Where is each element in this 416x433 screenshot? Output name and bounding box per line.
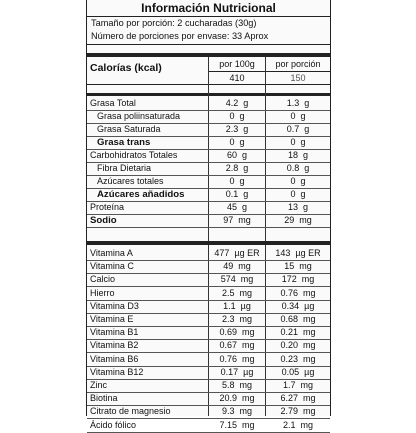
- macro-value-per-100g: [211, 201, 263, 214]
- value-per-100g: 2.3: [225, 124, 239, 134]
- value-per-serving: 0.68: [280, 314, 298, 324]
- macro-value-per-serving: [267, 136, 329, 149]
- value-per-serving: 0.76: [280, 287, 298, 298]
- value-per-serving: 0.23: [280, 353, 298, 364]
- micro-value-per-100g: [211, 260, 263, 273]
- macro-value-per-serving: [267, 110, 329, 123]
- micro-value-per-100g: [211, 392, 263, 405]
- micro-name: Vitamina B12: [90, 366, 144, 377]
- value-per-100g: 0: [229, 111, 235, 121]
- micro-value-per-serving: [267, 287, 329, 300]
- value-per-serving: 2.79: [280, 406, 298, 417]
- micro-name: Vitamina A: [90, 248, 133, 258]
- macro-value-per-100g: [211, 175, 263, 188]
- unit-per-100g: g: [239, 176, 245, 186]
- value-per-serving: 0.7: [286, 124, 300, 134]
- unit-per-100g: g: [243, 98, 249, 108]
- micro-name: Zinc: [90, 380, 108, 390]
- macro-value-per-serving: [267, 149, 329, 162]
- unit-per-100g: g: [239, 137, 245, 147]
- value-per-100g: 97: [223, 215, 234, 225]
- micro-name: Vitamina B6: [90, 353, 139, 364]
- unit-per-serving: g: [300, 111, 306, 121]
- value-per-serving: 0.21: [280, 327, 298, 338]
- value-per-serving: 0.05: [281, 366, 300, 377]
- value-per-100g: 9.3: [221, 406, 235, 417]
- macro-value-per-100g: [211, 149, 263, 162]
- value-per-100g: 477: [214, 248, 230, 258]
- macro-name: Carbohidratos Totales: [90, 150, 178, 160]
- macro-value-per-100g: [211, 214, 263, 227]
- value-per-100g: 574: [220, 274, 236, 285]
- unit-per-serving: mg: [303, 340, 316, 351]
- meta-rule: [87, 44, 330, 45]
- macro-value-per-100g: [211, 188, 263, 201]
- unit-per-100g: mg: [242, 353, 255, 364]
- unit-per-serving: g: [304, 163, 310, 173]
- value-per-100g: 60: [226, 150, 237, 160]
- macro-name: Sodio: [90, 215, 117, 226]
- micro-name: Biotina: [90, 393, 118, 404]
- macro-name: Proteína: [90, 202, 125, 212]
- macro-value-per-serving: [267, 201, 329, 214]
- unit-per-100g: mg: [240, 274, 254, 285]
- value-per-serving: 29: [284, 215, 295, 225]
- unit-per-serving: mg: [303, 314, 316, 324]
- value-per-100g: 7.15: [219, 419, 237, 430]
- micro-value-per-100g: [211, 379, 263, 392]
- unit-per-serving: µg: [304, 366, 315, 377]
- value-per-100g: 4.2: [225, 98, 239, 108]
- unit-per-serving: mg: [299, 215, 312, 225]
- macro-name: Grasa trans: [97, 137, 151, 148]
- unit-per-serving: mg: [299, 261, 312, 272]
- unit-per-100g: g: [242, 150, 248, 160]
- unit-per-100g: mg: [239, 380, 253, 390]
- calories-per-serving: 150: [290, 73, 306, 83]
- value-per-serving: 0: [290, 137, 296, 147]
- micro-value-per-100g: [211, 273, 263, 286]
- row-rule: [87, 227, 330, 228]
- unit-per-serving: mg: [301, 274, 315, 285]
- value-per-serving: 1.3: [286, 98, 300, 108]
- value-per-100g: 0: [229, 137, 235, 147]
- value-per-100g: 0.69: [219, 327, 237, 338]
- value-per-100g: 2.8: [225, 163, 239, 173]
- micro-name: Citrato de magnesio: [90, 406, 171, 417]
- unit-per-100g: µg ER: [234, 248, 260, 258]
- value-per-serving: 0: [290, 176, 296, 186]
- value-per-100g: 1.1: [223, 300, 236, 311]
- micro-value-per-serving: [267, 339, 329, 352]
- macro-name: Azúcares añadidos: [97, 189, 185, 200]
- macro-name: Fibra Dietaria: [97, 163, 152, 173]
- unit-per-serving: g: [303, 150, 309, 160]
- value-per-serving: 0.8: [286, 163, 300, 173]
- serving-size: Tamaño por porción: 2 cucharadas (30g): [91, 18, 257, 28]
- macro-name: Grasa Total: [90, 98, 136, 108]
- micro-name: Vitamina B2: [90, 340, 139, 351]
- row-rule: [87, 432, 330, 433]
- value-per-100g: 2.5: [221, 287, 235, 298]
- micro-value-per-serving: [267, 260, 329, 273]
- micro-value-per-serving: [267, 313, 329, 326]
- micro-value-per-100g: [211, 326, 263, 339]
- unit-per-100g: g: [243, 124, 249, 134]
- value-per-serving: 0: [290, 111, 296, 121]
- micro-value-per-serving: [267, 379, 329, 392]
- unit-per-serving: g: [300, 189, 306, 199]
- micro-name: Ácido fólico: [90, 419, 137, 430]
- unit-per-serving: g: [300, 176, 306, 186]
- unit-per-serving: µg: [304, 300, 315, 311]
- unit-per-100g: g: [239, 111, 245, 121]
- micro-value-per-serving: [267, 273, 329, 286]
- micro-value-per-serving: [267, 326, 329, 339]
- value-per-100g: 0.17: [220, 366, 239, 377]
- unit-per-100g: mg: [242, 393, 255, 404]
- value-per-serving: 18: [287, 150, 298, 160]
- micro-value-per-serving: [267, 419, 329, 432]
- unit-per-100g: µg: [240, 300, 251, 311]
- micro-name: Hierro: [90, 287, 115, 298]
- macro-value-per-serving: [267, 162, 329, 175]
- value-per-serving: 143: [275, 248, 291, 258]
- micro-value-per-serving: [267, 247, 329, 260]
- macro-value-per-serving: [267, 188, 329, 201]
- value-per-100g: 45: [226, 202, 237, 212]
- value-per-serving: 2.1: [282, 419, 296, 430]
- micro-name: Vitamina C: [90, 261, 134, 272]
- value-per-100g: 20.9: [219, 393, 237, 404]
- micro-value-per-serving: [267, 353, 329, 366]
- calories-label: Calorías (kcal): [90, 62, 162, 74]
- macro-name: Azúcares totales: [97, 176, 164, 186]
- unit-per-serving: g: [303, 202, 309, 212]
- unit-per-100g: mg: [242, 340, 255, 351]
- macro-value-per-serving: [267, 123, 329, 136]
- unit-per-serving: µg ER: [295, 248, 321, 258]
- micro-value-per-100g: [211, 353, 263, 366]
- unit-per-serving: mg: [303, 287, 316, 298]
- value-per-serving: 172: [281, 274, 297, 285]
- unit-per-serving: mg: [300, 419, 314, 430]
- unit-per-100g: mg: [239, 406, 253, 417]
- title-rule: [87, 16, 330, 17]
- unit-per-serving: mg: [303, 393, 316, 404]
- unit-per-100g: µg: [243, 366, 254, 377]
- micro-value-per-100g: [211, 300, 263, 313]
- unit-per-100g: mg: [239, 287, 253, 298]
- unit-per-100g: mg: [239, 314, 253, 324]
- macro-value-per-100g: [211, 97, 263, 110]
- macro-value-per-serving: [267, 214, 329, 227]
- micro-value-per-100g: [211, 339, 263, 352]
- micro-name: Vitamina E: [90, 314, 134, 324]
- unit-per-serving: g: [300, 137, 306, 147]
- macro-value-per-100g: [211, 136, 263, 149]
- servings-per-container: Número de porciones por envase: 33 Aprox: [91, 31, 269, 41]
- unit-per-serving: mg: [303, 406, 316, 417]
- value-per-serving: 6.27: [280, 393, 298, 404]
- calories-per-100g: 410: [229, 73, 245, 83]
- micro-value-per-100g: [211, 405, 263, 418]
- micro-value-per-serving: [267, 366, 329, 379]
- micro-value-per-100g: [211, 366, 263, 379]
- macro-name: Grasa poliinsaturada: [97, 111, 181, 121]
- unit-per-serving: g: [304, 98, 310, 108]
- unit-per-serving: mg: [303, 327, 316, 338]
- micro-name: Vitamina B1: [90, 327, 139, 338]
- value-per-serving: 0: [290, 189, 296, 199]
- label-title: Información Nutricional: [141, 1, 276, 15]
- micro-name: Calcio: [90, 274, 116, 285]
- macro-value-per-100g: [211, 123, 263, 136]
- per-serving-header: por porción: [275, 59, 321, 69]
- micro-value-per-100g: [211, 419, 263, 432]
- micros-thick-rule: [87, 241, 330, 245]
- micro-value-per-serving: [267, 405, 329, 418]
- value-per-100g: 5.8: [221, 380, 235, 390]
- unit-per-100g: mg: [242, 419, 255, 430]
- unit-per-serving: mg: [300, 380, 314, 390]
- value-per-serving: 13: [287, 202, 298, 212]
- value-per-serving: 15: [284, 261, 295, 272]
- micro-name: Vitamina D3: [90, 300, 139, 311]
- unit-per-100g: mg: [238, 261, 251, 272]
- unit-per-100g: g: [243, 163, 249, 173]
- value-per-100g: 0: [229, 176, 235, 186]
- value-per-serving: 0.34: [281, 300, 300, 311]
- macro-value-per-100g: [211, 110, 263, 123]
- macro-value-per-100g: [211, 162, 263, 175]
- micro-value-per-100g: [211, 247, 263, 260]
- macro-value-per-serving: [267, 97, 329, 110]
- header-sub-rule: [209, 71, 330, 72]
- value-per-100g: 49: [223, 261, 234, 272]
- unit-per-serving: mg: [303, 353, 316, 364]
- unit-per-100g: g: [243, 189, 249, 199]
- value-per-serving: 1.7: [282, 380, 296, 390]
- unit-per-100g: mg: [238, 215, 251, 225]
- per-100g-header: por 100g: [219, 59, 255, 69]
- value-per-100g: 0.67: [219, 340, 237, 351]
- value-per-100g: 2.3: [221, 314, 235, 324]
- nutrition-facts-label: [86, 0, 331, 430]
- unit-per-serving: g: [304, 124, 310, 134]
- macro-value-per-serving: [267, 175, 329, 188]
- micro-value-per-serving: [267, 300, 329, 313]
- unit-per-100g: g: [242, 202, 248, 212]
- micro-value-per-100g: [211, 287, 263, 300]
- unit-per-100g: mg: [242, 327, 255, 338]
- value-per-100g: 0.76: [219, 353, 237, 364]
- micro-value-per-serving: [267, 392, 329, 405]
- value-per-serving: 0.20: [280, 340, 298, 351]
- value-per-100g: 0.1: [225, 189, 239, 199]
- micro-value-per-100g: [211, 313, 263, 326]
- macro-name: Grasa Saturada: [97, 124, 161, 134]
